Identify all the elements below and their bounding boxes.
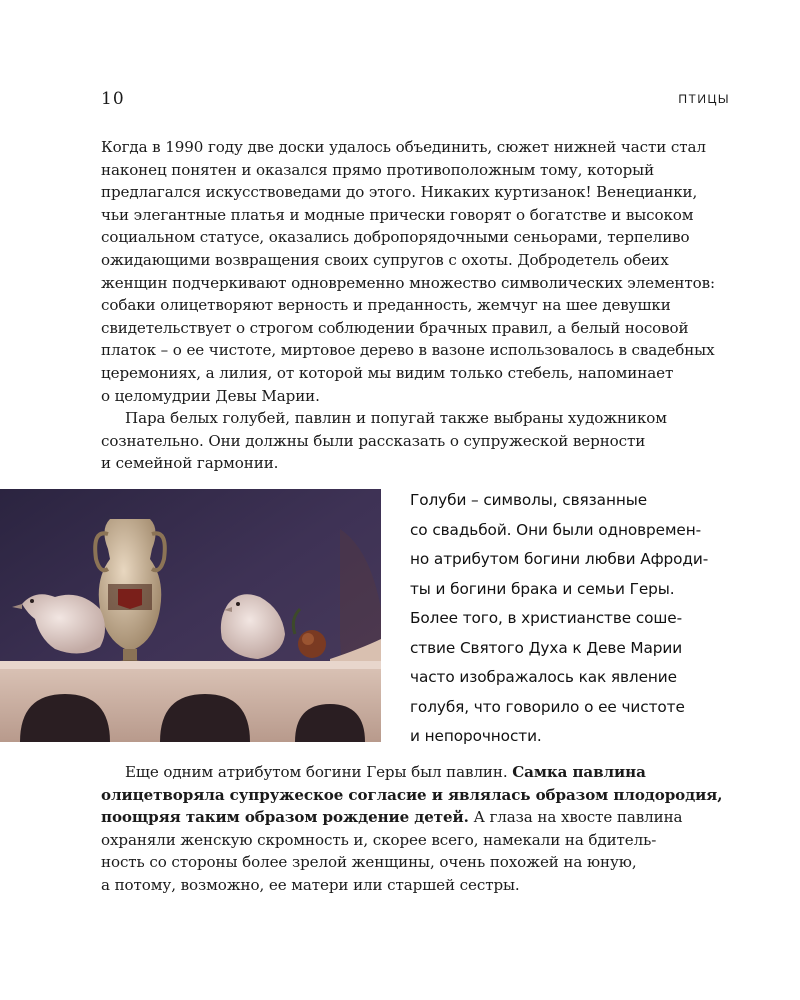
marble-ledge	[0, 661, 381, 742]
painting-illustration	[0, 489, 381, 742]
text-line: и семейной гармонии.	[101, 454, 279, 473]
body-text-bottom	[101, 761, 741, 897]
paragraph-2	[101, 407, 741, 475]
running-title: ПТИЦЫ	[678, 92, 730, 106]
text-line: социальном статусе, оказались добропорядочными сеньорами, терпеливо	[101, 228, 690, 247]
text-line: сознательно. Они должны были рассказать о супружеской верности	[101, 431, 646, 450]
text-run: Еще одним атрибутом богини Геры был павлин.	[125, 763, 513, 781]
text-line: ожидающими возвращения своих супругов с охоты. Добродетель обеих	[101, 250, 669, 269]
image-caption	[410, 486, 750, 752]
text-line: свидетельствует о строгом соблюдении брачных правил, а белый носовой	[101, 318, 689, 337]
page-number: 10	[101, 89, 125, 109]
text-line: о целомудрии Девы Марии.	[101, 386, 320, 405]
paragraph-1	[101, 136, 741, 407]
caption-line: со свадьбой. Они были одновремен-	[410, 520, 702, 539]
text-line: Пара белых голубей, павлин и попугай также выбраны художником	[125, 409, 667, 428]
text-line: Когда в 1990 году две доски удалось объединить, сюжет нижней части стал	[101, 138, 706, 156]
caption-line: ты и богини брака и семьи Геры.	[410, 579, 675, 598]
text-line: предлагался искусствоведами до этого. Никаких куртизанок! Венецианки,	[101, 183, 698, 202]
emphasis-text: Самка павлина	[512, 763, 646, 781]
emphasis-text: олицетворяла супружеское согласие и являлась образом плодородия,	[101, 785, 723, 804]
text-line	[101, 761, 741, 784]
text-line: чьи элегантные платья и модные прически говорят о богатстве и высоком	[101, 205, 694, 224]
text-run: А глаза на хвосте павлина	[468, 808, 683, 827]
body-text-top	[101, 136, 741, 475]
caption-line: но атрибутом богини любви Афроди-	[410, 550, 709, 568]
text-line: наконец понятен и оказался прямо противоположным тому, который	[101, 160, 655, 179]
caption-line: ствие Святого Духа к Деве Марии	[410, 638, 683, 657]
caption-line: часто изображалось как явление	[410, 668, 677, 686]
text-line: охраняли женскую скромность и, скорее всего, намекали на бдитель-	[101, 830, 657, 849]
text-line: женщин подчеркивают одновременно множество символических элементов:	[101, 273, 715, 292]
text-line: собаки олицетворяют верность и преданность, жемчуг на шее девушки	[101, 296, 671, 315]
emphasis-text: поощряя таким образом рождение детей.	[101, 808, 469, 827]
caption-line: и непорочности.	[410, 727, 542, 745]
caption-line: Более того, в христианстве соше-	[410, 609, 683, 627]
text-line: ность со стороны более зрелой женщины, очень похожей на юную,	[101, 853, 637, 872]
paragraph-3	[101, 761, 741, 897]
text-line: церемониях, а лилия, от которой мы видим только стебель, напоминает	[101, 363, 674, 382]
text-line: платок – о ее чистоте, миртовое дерево в вазоне использовалось в свадебных	[101, 341, 715, 360]
caption-line: голубя, что говорило о ее чистоте	[410, 697, 685, 716]
text-line: а потому, возможно, ее матери или старшей сестры.	[101, 875, 520, 894]
caption-line: Голуби – символы, связанные	[410, 491, 648, 509]
text-line	[101, 806, 741, 829]
painting-detail-doves	[0, 489, 381, 742]
